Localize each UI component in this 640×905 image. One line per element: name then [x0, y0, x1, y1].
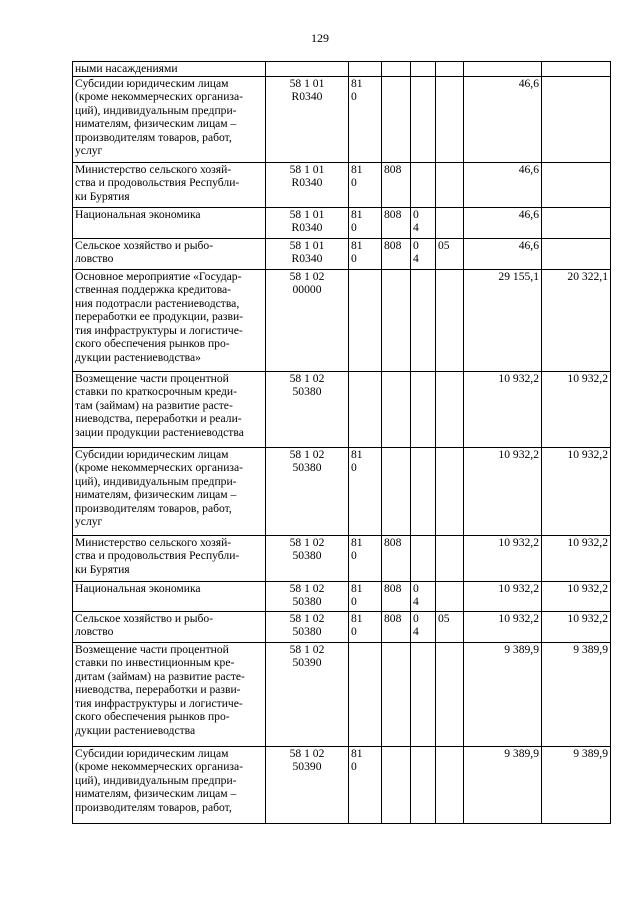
- page-number: 129: [311, 31, 329, 45]
- subsection-code-cell: [436, 746, 464, 823]
- grbs-code-cell: 808: [382, 162, 411, 207]
- amount-year-2-cell: [542, 162, 611, 207]
- section-code-cell: 0 4: [411, 207, 436, 238]
- subsection-code-cell: [436, 371, 464, 447]
- subsection-code-cell: [436, 162, 464, 207]
- table-row: [73, 162, 611, 207]
- subsection-code-cell: [436, 447, 464, 535]
- amount-year-2-cell: 20 322,1: [542, 269, 611, 371]
- amount-year-1-cell: 10 932,2: [464, 581, 542, 611]
- target-article-code-cell: 58 1 02 50380: [266, 581, 349, 611]
- table-row: [73, 62, 611, 77]
- row-name-cell: Возмещение части процентной ставки по краткосрочным креди- там (займам) на развитие расте- ниеводства, переработки и реали- зации продукции растениеводства: [73, 371, 266, 447]
- grbs-code-cell: [382, 76, 411, 162]
- table-row: [73, 447, 611, 535]
- subsection-code-cell: [436, 62, 464, 77]
- subsection-code-cell: [436, 535, 464, 581]
- expense-type-cell: [349, 371, 382, 447]
- grbs-code-cell: [382, 642, 411, 746]
- amount-year-2-cell: 9 389,9: [542, 642, 611, 746]
- section-code-cell: [411, 269, 436, 371]
- grbs-code-cell: [382, 62, 411, 77]
- expense-type-cell: 81 0: [349, 162, 382, 207]
- amount-year-1-cell: 10 932,2: [464, 447, 542, 535]
- section-code-cell: [411, 746, 436, 823]
- subsection-code-cell: 05: [436, 238, 464, 269]
- section-code-cell: [411, 162, 436, 207]
- grbs-code-cell: 808: [382, 611, 411, 642]
- subsection-code-cell: 05: [436, 611, 464, 642]
- amount-year-1-cell: 9 389,9: [464, 746, 542, 823]
- row-name-cell: Возмещение части процентной ставки по инвестиционным кре- дитам (займам) на развитие расте- ниеводства, переработки и разви- тия инфраструктуры и логистиче- ского обеспечения рынков про- дукции растениеводства: [73, 642, 266, 746]
- expense-type-cell: 81 0: [349, 581, 382, 611]
- amount-year-1-cell: 46,6: [464, 162, 542, 207]
- section-code-cell: [411, 447, 436, 535]
- row-name-cell: Субсидии юридическим лицам (кроме некоммерческих организа- ций), индивидуальным предпри- нимателям, физическим лицам – производителям товаров, работ,: [73, 746, 266, 823]
- amount-year-1-cell: 46,6: [464, 76, 542, 162]
- amount-year-2-cell: 10 932,2: [542, 581, 611, 611]
- expense-type-cell: [349, 269, 382, 371]
- subsection-code-cell: [436, 581, 464, 611]
- row-name-cell: Субсидии юридическим лицам (кроме некоммерческих организа- ций), индивидуальным предпри- нимателям, физическим лицам – производителям товаров, работ, услуг: [73, 447, 266, 535]
- grbs-code-cell: 808: [382, 535, 411, 581]
- table-row: [73, 269, 611, 371]
- grbs-code-cell: [382, 746, 411, 823]
- subsection-code-cell: [436, 269, 464, 371]
- expense-type-cell: 81 0: [349, 76, 382, 162]
- row-name-cell: Министерство сельского хозяй- ства и продовольствия Республи- ки Бурятия: [73, 535, 266, 581]
- target-article-code-cell: 58 1 01 R0340: [266, 76, 349, 162]
- expense-type-cell: 81 0: [349, 207, 382, 238]
- section-code-cell: 0 4: [411, 611, 436, 642]
- grbs-code-cell: [382, 447, 411, 535]
- target-article-code-cell: 58 1 02 50390: [266, 746, 349, 823]
- table-row: [73, 371, 611, 447]
- grbs-code-cell: 808: [382, 238, 411, 269]
- amount-year-2-cell: [542, 207, 611, 238]
- target-article-code-cell: 58 1 01 R0340: [266, 162, 349, 207]
- target-article-code-cell: 58 1 02 50380: [266, 371, 349, 447]
- row-name-cell: ными насаждениями: [73, 62, 266, 77]
- grbs-code-cell: [382, 371, 411, 447]
- row-name-cell: Субсидии юридическим лицам (кроме некоммерческих организа- ций), индивидуальным предпри- нимателям, физическим лицам – производителям товаров, работ, услуг: [73, 76, 266, 162]
- row-name-cell: Сельское хозяйство и рыбо- ловство: [73, 611, 266, 642]
- amount-year-1-cell: 10 932,2: [464, 371, 542, 447]
- table-row: [73, 535, 611, 581]
- amount-year-2-cell: 10 932,2: [542, 447, 611, 535]
- amount-year-2-cell: 10 932,2: [542, 611, 611, 642]
- grbs-code-cell: 808: [382, 207, 411, 238]
- amount-year-1-cell: 10 932,2: [464, 611, 542, 642]
- grbs-code-cell: [382, 269, 411, 371]
- amount-year-1-cell: 46,6: [464, 207, 542, 238]
- target-article-code-cell: [266, 62, 349, 77]
- section-code-cell: 0 4: [411, 238, 436, 269]
- target-article-code-cell: 58 1 02 00000: [266, 269, 349, 371]
- amount-year-2-cell: [542, 76, 611, 162]
- section-code-cell: [411, 76, 436, 162]
- row-name-cell: Министерство сельского хозяй- ства и продовольствия Республи- ки Бурятия: [73, 162, 266, 207]
- target-article-code-cell: 58 1 02 50380: [266, 447, 349, 535]
- amount-year-1-cell: 10 932,2: [464, 535, 542, 581]
- expense-type-cell: [349, 62, 382, 77]
- section-code-cell: [411, 642, 436, 746]
- row-name-cell: Сельское хозяйство и рыбо- ловство: [73, 238, 266, 269]
- amount-year-1-cell: 29 155,1: [464, 269, 542, 371]
- row-name-cell: Национальная экономика: [73, 581, 266, 611]
- subsection-code-cell: [436, 76, 464, 162]
- amount-year-2-cell: [542, 238, 611, 269]
- target-article-code-cell: 58 1 01 R0340: [266, 207, 349, 238]
- expense-type-cell: 81 0: [349, 535, 382, 581]
- target-article-code-cell: 58 1 02 50390: [266, 642, 349, 746]
- grbs-code-cell: 808: [382, 581, 411, 611]
- subsection-code-cell: [436, 642, 464, 746]
- target-article-code-cell: 58 1 02 50380: [266, 611, 349, 642]
- budget-table-body: [73, 62, 611, 824]
- table-row: [73, 207, 611, 238]
- expense-type-cell: [349, 642, 382, 746]
- expense-type-cell: 81 0: [349, 447, 382, 535]
- amount-year-1-cell: 9 389,9: [464, 642, 542, 746]
- expense-type-cell: 81 0: [349, 238, 382, 269]
- amount-year-2-cell: 10 932,2: [542, 535, 611, 581]
- row-name-cell: Национальная экономика: [73, 207, 266, 238]
- table-row: [73, 611, 611, 642]
- expense-type-cell: 81 0: [349, 611, 382, 642]
- amount-year-1-cell: [464, 62, 542, 77]
- amount-year-2-cell: [542, 62, 611, 77]
- section-code-cell: [411, 62, 436, 77]
- section-code-cell: [411, 535, 436, 581]
- section-code-cell: 0 4: [411, 581, 436, 611]
- table-row: [73, 76, 611, 162]
- table-row: [73, 746, 611, 823]
- table-row: [73, 581, 611, 611]
- amount-year-2-cell: 10 932,2: [542, 371, 611, 447]
- target-article-code-cell: 58 1 02 50380: [266, 535, 349, 581]
- table-row: [73, 238, 611, 269]
- section-code-cell: [411, 371, 436, 447]
- expense-type-cell: 81 0: [349, 746, 382, 823]
- budget-table: [72, 61, 611, 824]
- amount-year-1-cell: 46,6: [464, 238, 542, 269]
- row-name-cell: Основное мероприятие «Государ- ственная поддержка кредитова- ния подотрасли растениеводства, переработки ее продукции, разви- тия инфраструктуры и логистиче- ского обеспечения рынков про- дукции растениеводства»: [73, 269, 266, 371]
- subsection-code-cell: [436, 207, 464, 238]
- amount-year-2-cell: 9 389,9: [542, 746, 611, 823]
- target-article-code-cell: 58 1 01 R0340: [266, 238, 349, 269]
- table-row: [73, 642, 611, 746]
